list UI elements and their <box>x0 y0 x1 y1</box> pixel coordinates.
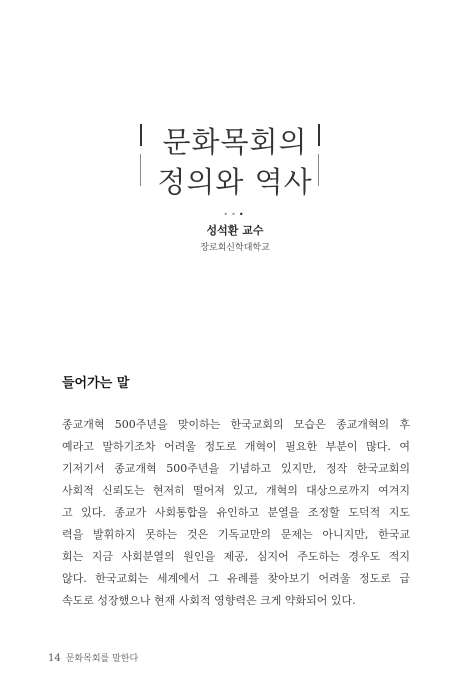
page-number: 14 <box>48 653 61 664</box>
body-line: 않다. 한국교회는 세계에서 그 유례를 찾아보기 어려울 정도로 급 <box>62 572 410 585</box>
section-heading: 들어가는 말 <box>62 376 130 391</box>
body-line: 고 있다. 종교가 사회통합을 유인하고 분열을 조정할 도덕적 지도 <box>62 506 410 519</box>
body-line: 사회적 신뢰도는 현저히 떨어져 있고, 개혁의 대상으로까지 여겨지 <box>62 484 410 497</box>
body-line: 기저기서 종교개혁 500주년을 기념하고 있지만, 정작 한국교회의 <box>62 462 410 475</box>
body-line: 력을 발휘하지 못하는 것은 기독교만의 문제는 아니지만, 한국교 <box>62 528 410 541</box>
title-line-2: 정의와 역사 <box>157 165 313 199</box>
author-name: 성석환 교수 <box>206 224 264 237</box>
body-line: 예라고 말하기조차 어려울 정도로 개혁이 필요한 부분이 많다. 여 <box>62 440 410 453</box>
title-line-1: 문화목회의 <box>162 125 308 159</box>
title-block <box>0 118 470 198</box>
body-paragraph <box>62 414 410 612</box>
book-title: 문화목회를 말한다 <box>65 654 139 664</box>
body-line: 회는 지금 사회분열의 원인을 제공, 심지어 주도하는 경우도 적지 <box>62 550 410 563</box>
body-line: 속도로 성장했으나 현재 사회적 영향력은 크게 약화되어 있다. <box>62 594 356 607</box>
author-dots: ••• <box>223 210 247 219</box>
body-line: 종교개혁 500주년을 맞이하는 한국교회의 모습은 종교개혁의 후 <box>62 418 410 431</box>
page-footer <box>48 651 138 664</box>
author-affiliation: 장로회신학대학교 <box>200 243 270 253</box>
